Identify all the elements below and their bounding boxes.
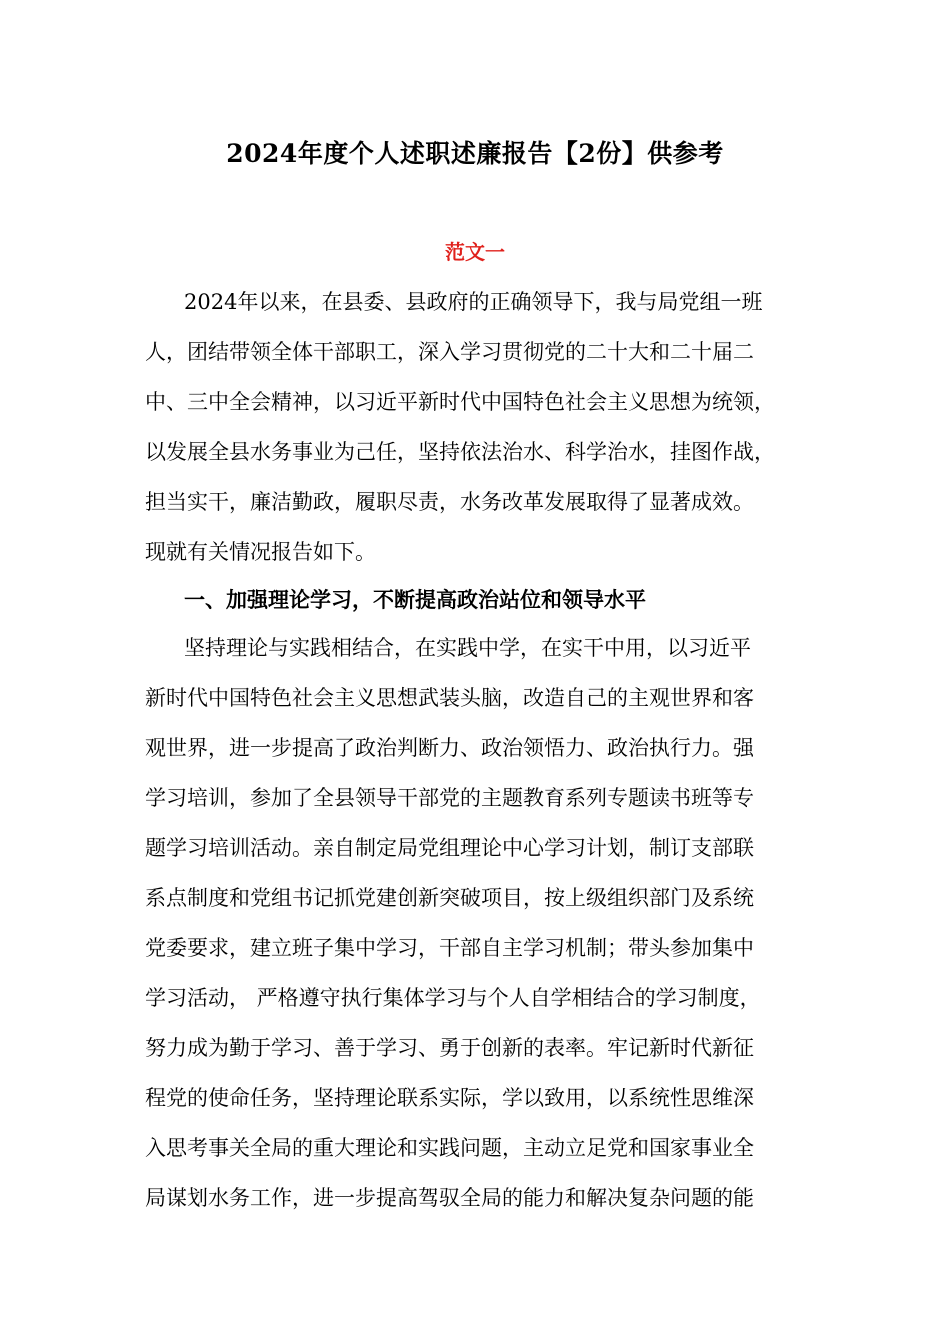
- paragraph-line: 程党的使命任务，坚持理论联系实际，学以致用，以系统性思维深: [145, 1086, 754, 1110]
- paragraph-line: 坚持理论与实践相结合，在实践中学，在实干中用，以习近平: [184, 636, 751, 660]
- paragraph-line: 系点制度和党组书记抓党建创新突破项目，按上级组织部门及系统: [145, 886, 754, 910]
- section-heading: 一、加强理论学习，不断提高政治站位和领导水平: [184, 587, 646, 612]
- document-title: 2024年度个人述职述廉报告【2份】供参考: [226, 139, 724, 168]
- paragraph-line: 观世界，进一步提高了政治判断力、政治领悟力、政治执行力。强: [145, 736, 754, 760]
- paragraph-line: 学习培训，参加了全县领导干部党的主题教育系列专题读书班等专: [145, 786, 754, 810]
- paragraph-line: 现就有关情况报告如下。: [145, 540, 376, 564]
- paragraph-line: 题学习培训活动。亲自制定局党组理论中心学习计划，制订支部联: [145, 836, 754, 860]
- paragraph-line: 学习活动， 严格遵守执行集体学习与个人自学相结合的学习制度，: [145, 986, 761, 1010]
- paragraph-line: 人，团结带领全体干部职工，深入学习贯彻党的二十大和二十届二: [145, 340, 754, 364]
- paragraph-line: 党委要求，建立班子集中学习，干部自主学习机制；带头参加集中: [145, 936, 754, 960]
- section-label: 范文一: [445, 240, 505, 264]
- paragraph-line: 努力成为勤于学习、善于学习、勇于创新的表率。牢记新时代新征: [145, 1036, 754, 1060]
- paragraph-line: 新时代中国特色社会主义思想武装头脑，改造自己的主观世界和客: [145, 686, 754, 710]
- paragraph-line: 以发展全县水务事业为己任，坚持依法治水、科学治水，挂图作战，: [145, 440, 775, 464]
- paragraph-line: 局谋划水务工作，进一步提高驾驭全局的能力和解决复杂问题的能: [145, 1186, 754, 1210]
- paragraph-line: 2024年以来，在县委、县政府的正确领导下，我与局党组一班: [184, 290, 763, 314]
- paragraph-line: 中、三中全会精神，以习近平新时代中国特色社会主义思想为统领，: [145, 390, 775, 414]
- paragraph-line: 担当实干，廉洁勤政，履职尽责，水务改革发展取得了显著成效。: [145, 490, 754, 514]
- paragraph-line: 入思考事关全局的重大理论和实践问题，主动立足党和国家事业全: [145, 1136, 754, 1160]
